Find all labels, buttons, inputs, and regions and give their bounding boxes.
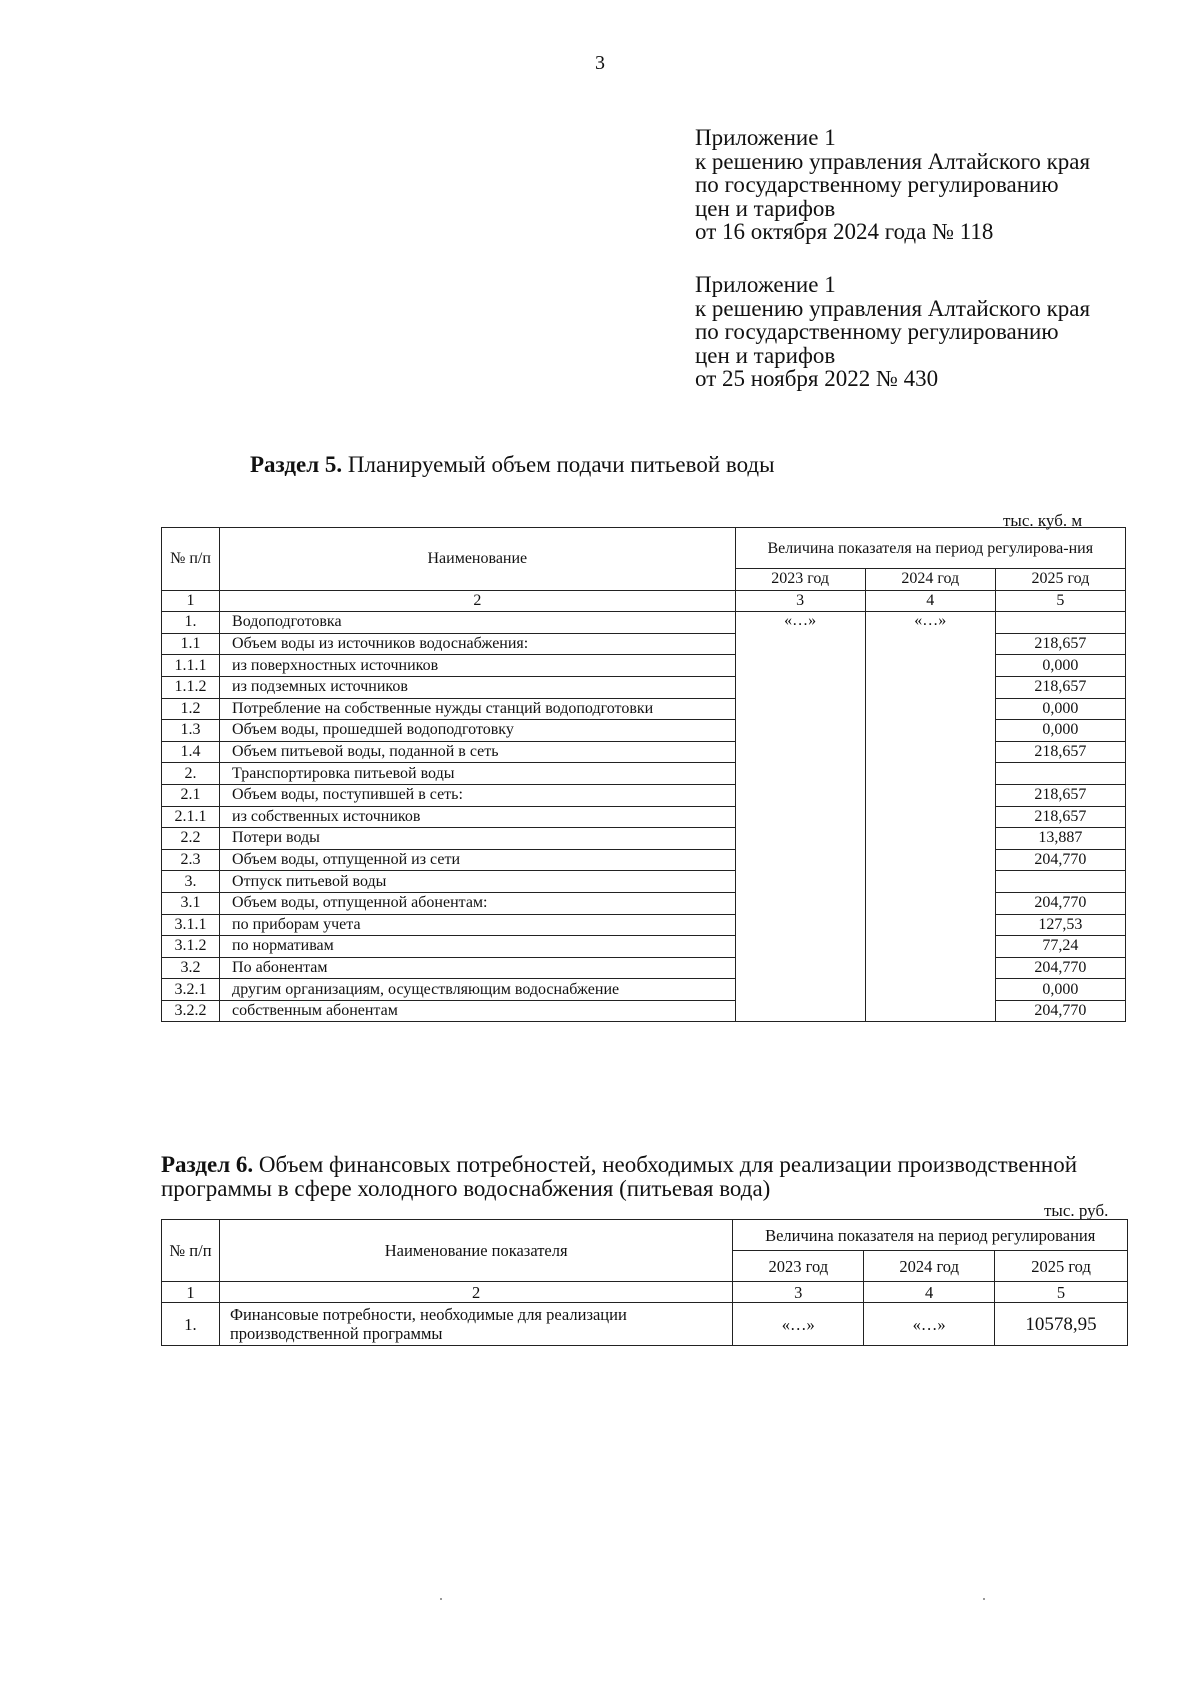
row-name: Финансовые потребности, необходимые для реализации производственной программы (219, 1303, 732, 1346)
section5-title (250, 452, 775, 478)
row-value-2025: 218,657 (995, 676, 1125, 698)
row-num: 2. (162, 763, 220, 785)
page-number: 3 (595, 52, 605, 74)
section5-title-bold: Раздел 5. (250, 452, 343, 477)
row-value-2025: 0,000 (995, 979, 1125, 1001)
appendix-note-original (695, 273, 1090, 391)
row-value-2023: «…» (733, 1303, 864, 1346)
row-num: 3.1.1 (162, 914, 220, 936)
row-num: 1. (162, 1303, 220, 1346)
row-num: 3.2.2 (162, 1000, 220, 1022)
appendix-line: от 25 ноября 2022 № 430 (695, 366, 939, 391)
merged-value-2024: «…» (865, 612, 995, 1022)
row-name: Водоподготовка (220, 612, 736, 634)
appendix-note-current (695, 126, 1090, 244)
section6-title-bold: Раздел 6. (161, 1152, 254, 1177)
row-name: По абонентам (220, 957, 736, 979)
row-num: 1.3 (162, 720, 220, 742)
row-num: 2.1 (162, 784, 220, 806)
merged-value-2023: «…» (735, 612, 865, 1022)
row-num: 3. (162, 871, 220, 893)
index-cell: 4 (865, 590, 995, 612)
row-num: 1.1 (162, 633, 220, 655)
header-2025: 2025 год (995, 569, 1125, 591)
row-value-2025: 204,770 (995, 892, 1125, 914)
appendix-line: цен и тарифов (695, 342, 836, 368)
header-2023: 2023 год (735, 569, 865, 591)
row-value-2025: 204,770 (995, 1000, 1125, 1022)
row-value-2025: 13,887 (995, 828, 1125, 850)
row-name: Потребление на собственные нужды станций водоподготовки (220, 698, 736, 720)
row-name: из собственных источников (220, 806, 736, 828)
row-num: 1.1.1 (162, 655, 220, 677)
appendix-line: к решению управления Алтайского края (695, 295, 1091, 321)
row-value-2025 (995, 612, 1125, 634)
row-num: 1. (162, 612, 220, 634)
section5-unit: тыс. куб. м (1003, 511, 1083, 530)
header-2023: 2023 год (733, 1251, 864, 1282)
row-num: 1.4 (162, 741, 220, 763)
row-num: 2.1.1 (162, 806, 220, 828)
row-value-2025 (995, 871, 1125, 893)
header-num: № п/п (162, 528, 220, 591)
row-num: 3.2 (162, 957, 220, 979)
row-value-2024: «…» (864, 1303, 995, 1346)
section6-title-text: Объем финансовых потребностей, необходимых для реализации производственной программы в сфере холодного водоснабжения (питьевая вода) (161, 1152, 1078, 1201)
row-num: 2.2 (162, 828, 220, 850)
index-cell: 5 (995, 590, 1125, 612)
row-value-2025: 218,657 (995, 806, 1125, 828)
header-2024: 2024 год (864, 1251, 995, 1282)
row-num: 1.1.2 (162, 676, 220, 698)
appendix-line: по государственному регулированию (695, 319, 1059, 344)
row-value-2025: 0,000 (995, 698, 1125, 720)
row-name: собственным абонентам (220, 1000, 736, 1022)
row-name: по нормативам (220, 936, 736, 958)
row-num: 1.2 (162, 698, 220, 720)
row-name: Объем воды из источников водоснабжения: (220, 633, 736, 655)
index-cell: 1 (162, 590, 220, 612)
header-period: Величина показателя на период регулирова-ния (735, 528, 1125, 569)
index-cell: 4 (864, 1282, 995, 1303)
financial-needs-table (161, 1219, 1128, 1346)
section6-title (161, 1153, 1116, 1201)
appendix-line: по государственному регулированию (695, 172, 1059, 197)
row-num: 2.3 (162, 849, 220, 871)
row-value-2025: 218,657 (995, 633, 1125, 655)
index-cell: 2 (220, 590, 736, 612)
row-name: другим организациям, осуществляющим водоснабжение (220, 979, 736, 1001)
row-value-2025: 0,000 (995, 720, 1125, 742)
row-name: из поверхностных источников (220, 655, 736, 677)
row-name: Объем воды, отпущенной из сети (220, 849, 736, 871)
appendix-line: Приложение 1 (695, 272, 836, 297)
row-value-2025: 218,657 (995, 784, 1125, 806)
row-value-2025: 127,53 (995, 914, 1125, 936)
row-value-2025: 0,000 (995, 655, 1125, 677)
scan-speck (983, 1598, 985, 1600)
row-value-2025: 204,770 (995, 849, 1125, 871)
index-cell: 3 (733, 1282, 864, 1303)
appendix-line: от 16 октября 2024 года № 118 (695, 219, 994, 244)
header-name: Наименование (220, 528, 736, 591)
header-num: № п/п (162, 1220, 220, 1282)
index-cell: 3 (735, 590, 865, 612)
row-name: по приборам учета (220, 914, 736, 936)
appendix-line: цен и тарифов (695, 195, 836, 221)
row-name: Отпуск питьевой воды (220, 871, 736, 893)
header-period: Величина показателя на период регулирования (733, 1220, 1128, 1251)
row-value-2025 (995, 763, 1125, 785)
row-name: из подземных источников (220, 676, 736, 698)
row-name: Объем воды, поступившей в сеть: (220, 784, 736, 806)
row-value-2025: 218,657 (995, 741, 1125, 763)
water-volume-table (161, 527, 1126, 1022)
index-cell: 5 (995, 1282, 1128, 1303)
index-cell: 2 (219, 1282, 732, 1303)
appendix-line: Приложение 1 (695, 125, 836, 150)
row-name: Объем питьевой воды, поданной в сеть (220, 741, 736, 763)
row-value-2025: 77,24 (995, 936, 1125, 958)
row-value-2025: 204,770 (995, 957, 1125, 979)
row-num: 3.1 (162, 892, 220, 914)
row-num: 3.1.2 (162, 936, 220, 958)
row-name: Потери воды (220, 828, 736, 850)
section5-title-text: Планируемый объем подачи питьевой воды (342, 452, 775, 477)
header-name: Наименование показателя (219, 1220, 732, 1282)
header-2025: 2025 год (995, 1251, 1128, 1282)
appendix-line: к решению управления Алтайского края (695, 148, 1091, 174)
table-row (162, 612, 1126, 634)
scan-speck (440, 1598, 442, 1600)
index-cell: 1 (162, 1282, 220, 1303)
header-2024: 2024 год (865, 569, 995, 591)
row-name: Транспортировка питьевой воды (220, 763, 736, 785)
row-name: Объем воды, прошедшей водоподготовку (220, 720, 736, 742)
section6-unit: тыс. руб. (1044, 1201, 1109, 1220)
row-num: 3.2.1 (162, 979, 220, 1001)
row-value-2025: 10578,95 (995, 1303, 1128, 1346)
row-name: Объем воды, отпущенной абонентам: (220, 892, 736, 914)
